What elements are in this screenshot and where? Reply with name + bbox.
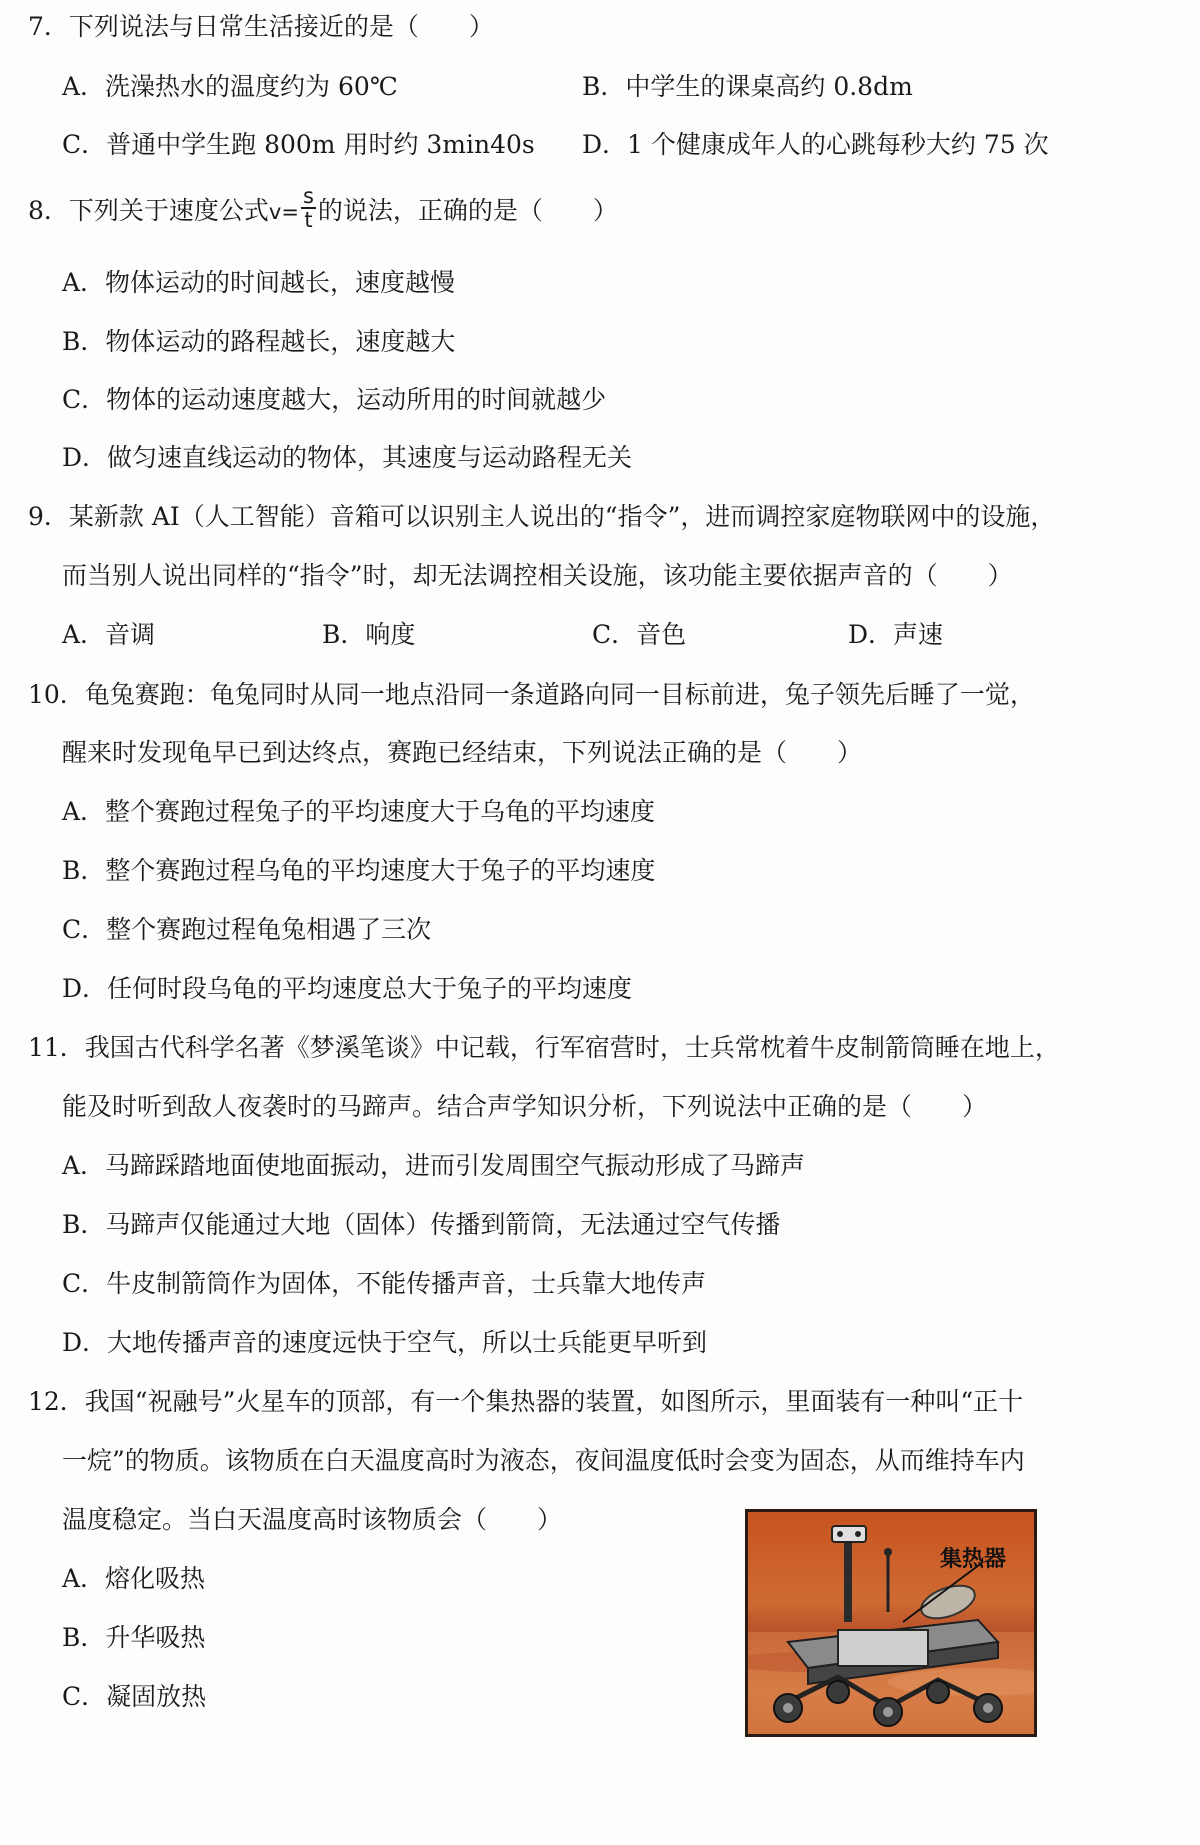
question-7-option-b: B．中学生的课桌高约 0.8dm [582, 72, 913, 101]
figure-label-heat-collector: 集热器 [940, 1547, 1007, 1572]
question-8-option-d: D．做匀速直线运动的物体，其速度与运动路程无关 [62, 443, 633, 472]
question-11-stem-line-2: 能及时听到敌人夜袭时的马蹄声。结合声学知识分析，下列说法中正确的是（ ） [62, 1092, 988, 1121]
question-10-option-c: C．整个赛跑过程龟兔相遇了三次 [62, 915, 432, 944]
question-12-option-a: A．熔化吸热 [62, 1564, 206, 1593]
question-9-option-b: B．响度 [322, 620, 416, 649]
speed-formula-fraction [301, 185, 316, 231]
question-7-option-c: C．普通中学生跑 800m 用时约 3min40s [62, 130, 535, 159]
question-12-option-b: B．升华吸热 [62, 1623, 206, 1652]
question-8-option-b: B．物体运动的路程越长，速度越大 [62, 327, 456, 356]
speed-formula-denominator: t [304, 207, 313, 232]
question-7-option-d: D．1 个健康成年人的心跳每秒大约 75 次 [582, 130, 1049, 159]
question-8-option-c: C．物体的运动速度越大，运动所用的时间就越少 [62, 385, 607, 414]
question-12-stem-line-1: 12．我国“祝融号”火星车的顶部，有一个集热器的装置，如图所示，里面装有一种叫“正十 [28, 1387, 1024, 1416]
question-9-stem-line-2: 而当别人说出同样的“指令”时，却无法调控相关设施，该功能主要依据声音的（ ） [62, 561, 1013, 590]
question-9-stem-line-1: 9．某新款 AI（人工智能）音箱可以识别主人说出的“指令”，进而调控家庭物联网中的设施， [28, 502, 1056, 531]
question-12-stem-line-2: 一烷”的物质。该物质在白天温度高时为液态，夜间温度低时会变为固态，从而维持车内 [62, 1446, 1025, 1475]
question-12-stem-line-3: 温度稳定。当白天温度高时该物质会（ ） [62, 1505, 563, 1534]
question-10-option-b: B．整个赛跑过程乌龟的平均速度大于兔子的平均速度 [62, 856, 656, 885]
question-11-option-c: C．牛皮制箭筒作为固体，不能传播声音，士兵靠大地传声 [62, 1269, 707, 1298]
question-8-option-a: A．物体运动的时间越长，速度越慢 [62, 268, 456, 297]
question-8-stem-prefix: 8．下列关于速度公式 [28, 196, 269, 225]
question-12-option-c: C．凝固放热 [62, 1682, 207, 1711]
question-10-option-a: A．整个赛跑过程兔子的平均速度大于乌龟的平均速度 [62, 797, 656, 826]
question-9-option-c: C．音色 [592, 620, 687, 649]
question-11-option-b: B．马蹄声仅能通过大地（固体）传播到箭筒，无法通过空气传播 [62, 1210, 781, 1239]
question-7-option-a: A．洗澡热水的温度约为 60℃ [62, 72, 398, 101]
question-11-option-d: D．大地传播声音的速度远快于空气，所以士兵能更早听到 [62, 1328, 708, 1357]
question-8-stem [28, 183, 618, 232]
question-9-option-a: A．音调 [62, 620, 156, 649]
speed-formula-numerator: s [302, 183, 314, 208]
question-8-stem-suffix: 的说法，正确的是（ ） [317, 196, 618, 225]
question-7-stem: 7．下列说法与日常生活接近的是（ ） [28, 12, 494, 41]
question-9-option-d: D．声速 [848, 620, 944, 649]
question-11-option-a: A．马蹄踩踏地面使地面振动，进而引发周围空气振动形成了马蹄声 [62, 1151, 806, 1180]
question-10-stem-line-2: 醒来时发现龟早已到达终点，赛跑已经结束，下列说法正确的是（ ） [62, 738, 863, 767]
mars-rover-figure [745, 1509, 1037, 1737]
question-10-option-d: D．任何时段乌龟的平均速度总大于兔子的平均速度 [62, 974, 633, 1003]
speed-formula-lhs: v= [268, 200, 299, 224]
question-10-stem-line-1: 10．龟兔赛跑：龟兔同时从同一地点沿同一条道路向同一目标前进，兔子领先后睡了一觉， [28, 680, 1035, 709]
question-11-stem-line-1: 11．我国古代科学名著《梦溪笔谈》中记载，行军宿营时，士兵常枕着牛皮制箭筒睡在地上， [28, 1033, 1060, 1062]
